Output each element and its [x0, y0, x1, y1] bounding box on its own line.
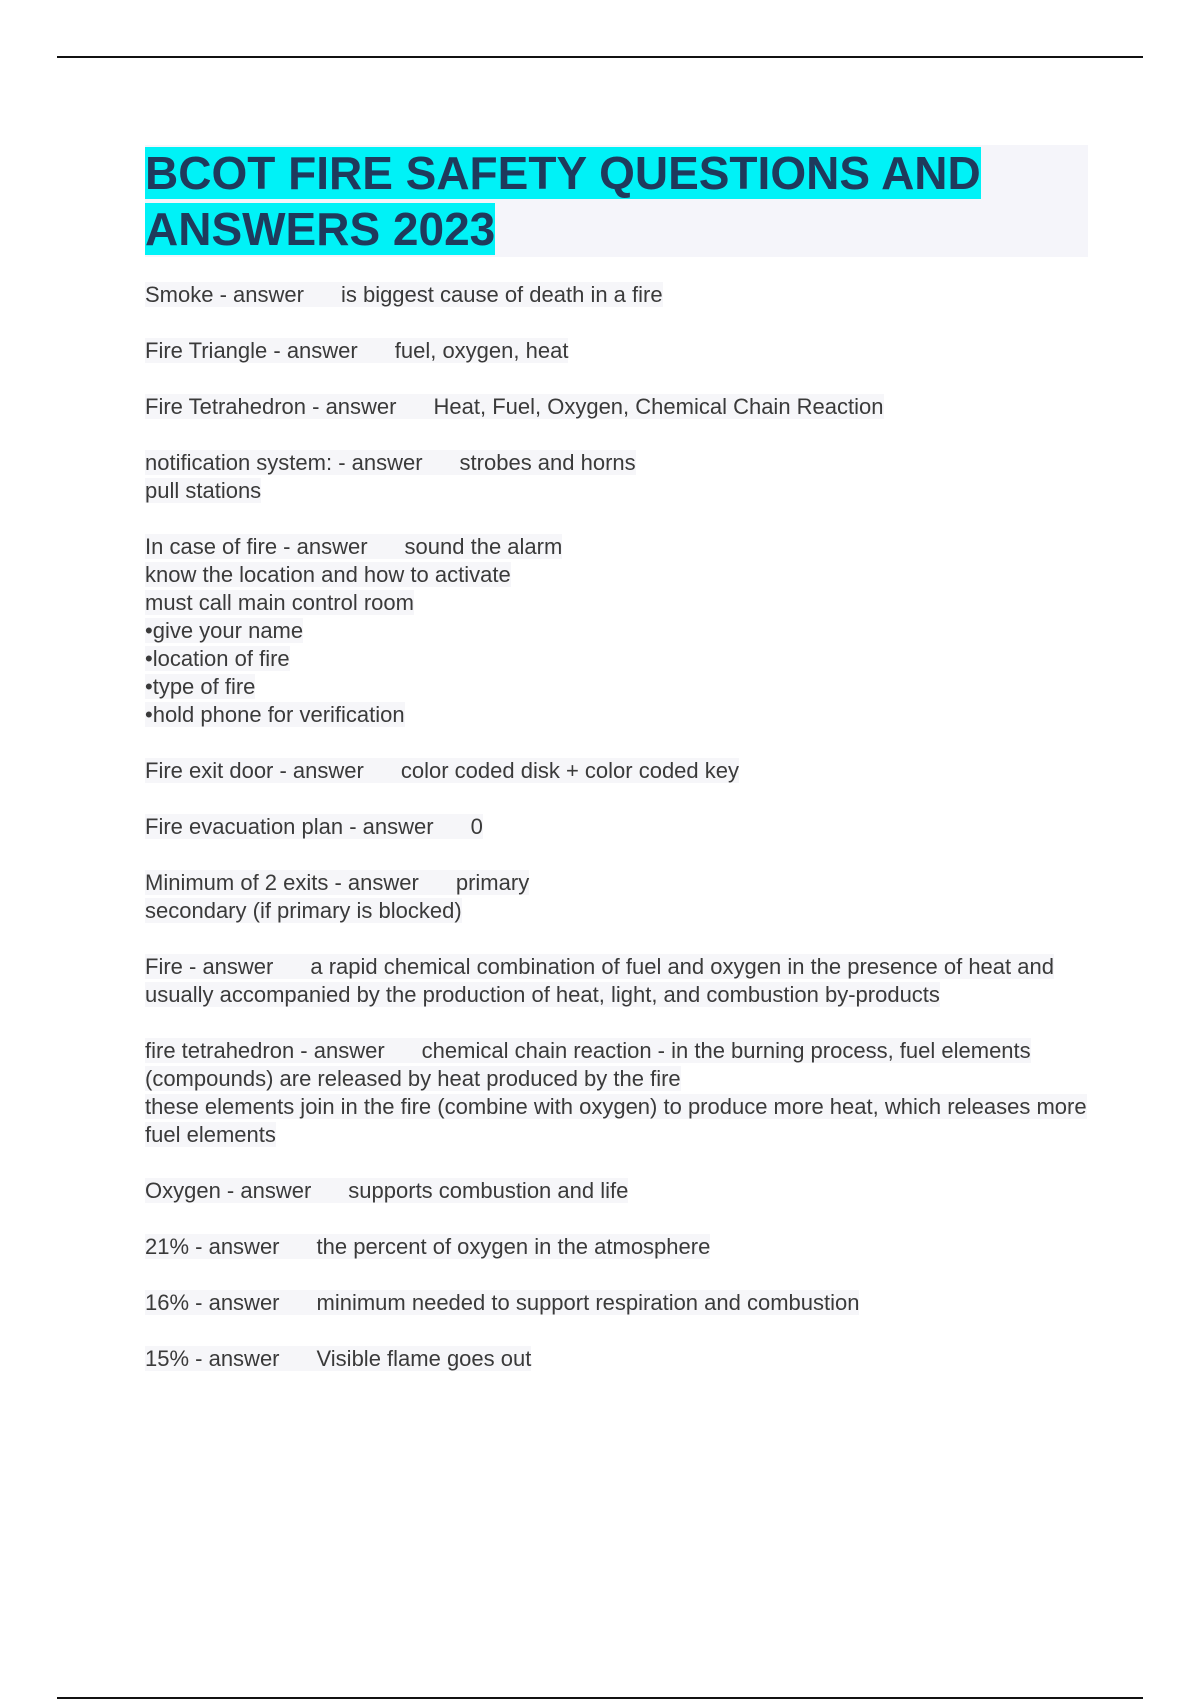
- qa-answer: chemical chain reaction - in the burning process, fuel elements (compounds) are released by heat produced by the fire these elements join in the fire (combine with oxygen) to produce more heat, which releases more fuel elements: [145, 1038, 1087, 1147]
- qa-item: [145, 1037, 1090, 1149]
- title-block: [145, 145, 1088, 257]
- qa-answer: minimum needed to support respiration and combustion: [316, 1290, 860, 1315]
- qa-answer: a rapid chemical combination of fuel and oxygen in the presence of heat and usually accompanied by the production of heat, light, and combustion by-products: [145, 954, 1054, 1007]
- qa-answer: Heat, Fuel, Oxygen, Chemical Chain Reaction: [433, 394, 884, 419]
- qa-term: fire tetrahedron - answer: [145, 1038, 385, 1063]
- qa-term: notification system: - answer: [145, 450, 423, 475]
- qa-answer: fuel, oxygen, heat: [394, 338, 569, 363]
- qa-item: [145, 1345, 1090, 1373]
- qa-term: Minimum of 2 exits - answer: [145, 870, 419, 895]
- qa-answer: Visible flame goes out: [316, 1346, 532, 1371]
- title-line-1: BCOT FIRE SAFETY QUESTIONS AND: [145, 147, 981, 199]
- qa-item: [145, 1289, 1090, 1317]
- qa-answer: is biggest cause of death in a fire: [340, 282, 663, 307]
- bottom-rule: [57, 1697, 1143, 1699]
- qa-item: [145, 337, 1090, 365]
- qa-item: [145, 813, 1090, 841]
- qa-item: [145, 393, 1090, 421]
- qa-answer: the percent of oxygen in the atmosphere: [316, 1234, 711, 1259]
- qa-term: Smoke - answer: [145, 282, 304, 307]
- document-body: [145, 145, 1090, 1401]
- qa-term: 16% - answer: [145, 1290, 280, 1315]
- qa-item: [145, 757, 1090, 785]
- qa-item: [145, 869, 1090, 925]
- qa-item: [145, 1233, 1090, 1261]
- qa-item: [145, 953, 1090, 1009]
- qa-term: Fire Triangle - answer: [145, 338, 358, 363]
- qa-term: Fire - answer: [145, 954, 274, 979]
- qa-answer: color coded disk + color coded key: [400, 758, 739, 783]
- qa-answer: strobes and horns pull stations: [145, 450, 636, 503]
- qa-item: [145, 449, 1090, 505]
- qa-item: [145, 533, 1090, 729]
- page-title: [145, 145, 1088, 257]
- top-rule: [57, 56, 1143, 58]
- qa-term: In case of fire - answer: [145, 534, 368, 559]
- qa-term: 21% - answer: [145, 1234, 280, 1259]
- qa-answer: sound the alarm know the location and how to activate must call main control room •give your name •location of fire •type of fire •hold phone for verification: [145, 534, 563, 727]
- qa-answer: supports combustion and life: [348, 1178, 629, 1203]
- qa-list: [145, 281, 1090, 1373]
- qa-answer: primary secondary (if primary is blocked): [145, 870, 530, 923]
- qa-term: Fire exit door - answer: [145, 758, 364, 783]
- qa-item: [145, 281, 1090, 309]
- qa-term: Fire evacuation plan - answer: [145, 814, 434, 839]
- qa-term: Oxygen - answer: [145, 1178, 312, 1203]
- qa-term: Fire Tetrahedron - answer: [145, 394, 397, 419]
- title-line-2: ANSWERS 2023: [145, 203, 496, 255]
- qa-item: [145, 1177, 1090, 1205]
- qa-term: 15% - answer: [145, 1346, 280, 1371]
- qa-answer: 0: [470, 814, 483, 839]
